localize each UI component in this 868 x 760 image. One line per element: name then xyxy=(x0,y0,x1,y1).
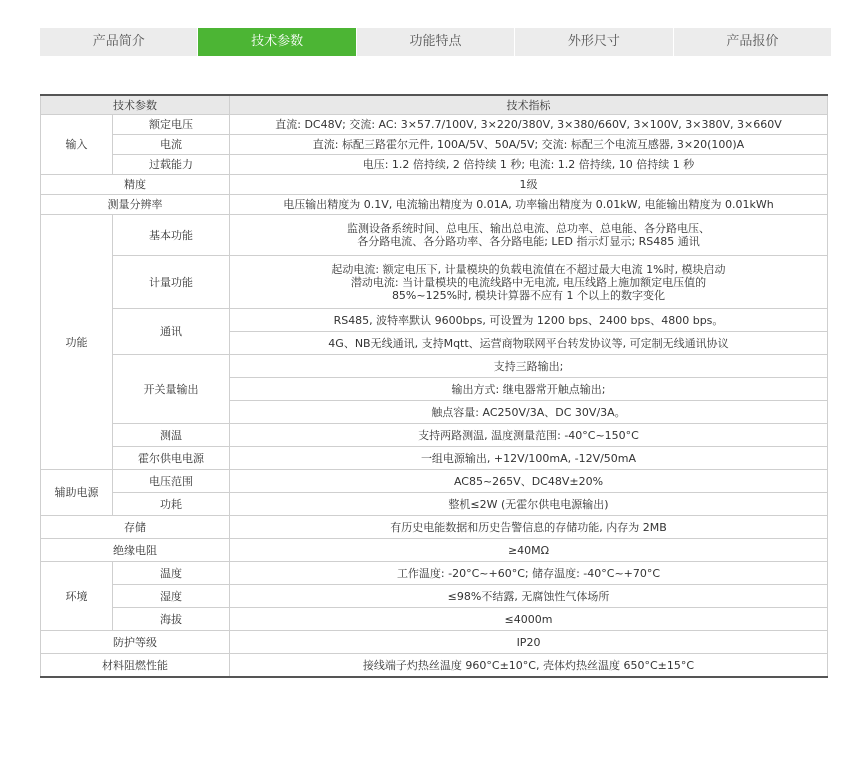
table-row xyxy=(41,355,828,378)
table-row xyxy=(41,539,828,562)
row-value: 1级 xyxy=(230,175,828,195)
table-row xyxy=(41,175,828,195)
group-function: 功能 xyxy=(41,215,113,470)
tab-bar xyxy=(40,28,831,56)
table-row xyxy=(41,585,828,608)
table-row xyxy=(41,493,828,516)
table-row xyxy=(41,470,828,493)
row-label: 精度 xyxy=(41,175,230,195)
tab-intro[interactable]: 产品简介 xyxy=(40,28,198,56)
group-environment: 环境 xyxy=(41,562,113,631)
row-value: 整机≤2W (无霍尔供电电源输出) xyxy=(230,493,828,516)
row-value: 支持两路测温, 温度测量范围: -40°C~150°C xyxy=(230,424,828,447)
table-row xyxy=(41,309,828,332)
row-value: 有历史电能数据和历史告警信息的存储功能, 内存为 2MB xyxy=(230,516,828,539)
row-label: 材料阻燃性能 xyxy=(41,654,230,678)
table-row xyxy=(41,516,828,539)
row-label: 开关量输出 xyxy=(113,355,230,424)
row-label: 额定电压 xyxy=(113,115,230,135)
group-input: 输入 xyxy=(41,115,113,175)
table-row xyxy=(41,562,828,585)
row-label: 霍尔供电电源 xyxy=(113,447,230,470)
row-label: 存储 xyxy=(41,516,230,539)
row-label: 过载能力 xyxy=(113,155,230,175)
tab-dimensions[interactable]: 外形尺寸 xyxy=(515,28,673,56)
table-row xyxy=(41,424,828,447)
row-value: 输出方式: 继电器常开触点输出; xyxy=(230,378,828,401)
row-label: 绝缘电阻 xyxy=(41,539,230,562)
table-row xyxy=(41,155,828,175)
row-value: AC85~265V、DC48V±20% xyxy=(230,470,828,493)
row-label: 湿度 xyxy=(113,585,230,608)
row-label: 基本功能 xyxy=(113,215,230,256)
row-label: 防护等级 xyxy=(41,631,230,654)
row-value: ≤4000m xyxy=(230,608,828,631)
table-row xyxy=(41,135,828,155)
value-line: 监测设备系统时间、总电压、输出总电流、总功率、总电能、各分路电压、 xyxy=(347,222,710,235)
row-value: ≥40MΩ xyxy=(230,539,828,562)
table-row xyxy=(41,631,828,654)
spec-table xyxy=(40,94,828,678)
table-row xyxy=(41,115,828,135)
row-value: 支持三路输出; xyxy=(230,355,828,378)
value-line: 各分路电流、各分路功率、各分路电能; LED 指示灯显示; RS485 通讯 xyxy=(357,235,700,248)
row-value: 电压输出精度为 0.1V, 电流输出精度为 0.01A, 功率输出精度为 0.01kW, 电能输出精度为 0.01kWh xyxy=(230,195,828,215)
row-label: 功耗 xyxy=(113,493,230,516)
row-label: 计量功能 xyxy=(113,256,230,309)
table-row xyxy=(41,608,828,631)
group-aux-power: 辅助电源 xyxy=(41,470,113,516)
table-row xyxy=(41,447,828,470)
row-value: 触点容量: AC250V/3A、DC 30V/3A。 xyxy=(230,401,828,424)
table-row xyxy=(41,654,828,678)
row-label: 通讯 xyxy=(113,309,230,355)
row-label: 电流 xyxy=(113,135,230,155)
tab-features[interactable]: 功能特点 xyxy=(357,28,515,56)
tab-pricing[interactable]: 产品报价 xyxy=(674,28,831,56)
row-value: 工作温度: -20°C~+60°C; 储存温度: -40°C~+70°C xyxy=(230,562,828,585)
value-line: 85%~125%时, 模块计算器不应有 1 个以上的数字变化 xyxy=(391,288,666,302)
row-value: 直流: 标配三路霍尔元件, 100A/5V、50A/5V; 交流: 标配三个电流互感器, 3×20(100)A xyxy=(230,135,828,155)
table-row xyxy=(41,215,828,256)
row-label: 测温 xyxy=(113,424,230,447)
row-value: ≤98%不结露, 无腐蚀性气体场所 xyxy=(230,585,828,608)
value-line: 潜动电流: 当计量模块的电流线路中无电流, 电压线路上施加额定电压值的 xyxy=(350,275,707,289)
header-spec: 技术指标 xyxy=(230,95,828,115)
row-value: 接线端子灼热丝温度 960°C±10°C, 壳体灼热丝温度 650°C±15°C xyxy=(230,654,828,678)
row-value: 一组电源输出, +12V/100mA, -12V/50mA xyxy=(230,447,828,470)
row-label: 温度 xyxy=(113,562,230,585)
table-header-row xyxy=(41,95,828,115)
row-value: 4G、NB无线通讯, 支持Mqtt、运营商物联网平台转发协议等, 可定制无线通讯协议 xyxy=(230,332,828,355)
row-label: 测量分辨率 xyxy=(41,195,230,215)
row-value: 电压: 1.2 倍持续, 2 倍持续 1 秒; 电流: 1.2 倍持续, 10 倍持续 1 秒 xyxy=(230,155,828,175)
row-label: 电压范围 xyxy=(113,470,230,493)
row-value: IP20 xyxy=(230,631,828,654)
row-label: 海拔 xyxy=(113,608,230,631)
table-row xyxy=(41,256,828,309)
header-param: 技术参数 xyxy=(41,95,230,115)
value-line: 起动电流: 额定电压下, 计量模块的负载电流值在不超过最大电流 1%时, 模块启动 xyxy=(331,262,726,276)
row-value xyxy=(230,256,828,309)
row-value: RS485, 波特率默认 9600bps, 可设置为 1200 bps、2400 bps、4800 bps。 xyxy=(230,309,828,332)
tab-specs[interactable]: 技术参数 xyxy=(198,28,356,56)
row-value xyxy=(230,215,828,256)
table-row xyxy=(41,195,828,215)
row-value: 直流: DC48V; 交流: AC: 3×57.7/100V, 3×220/380V, 3×380/660V, 3×100V, 3×380V, 3×660V xyxy=(230,115,828,135)
